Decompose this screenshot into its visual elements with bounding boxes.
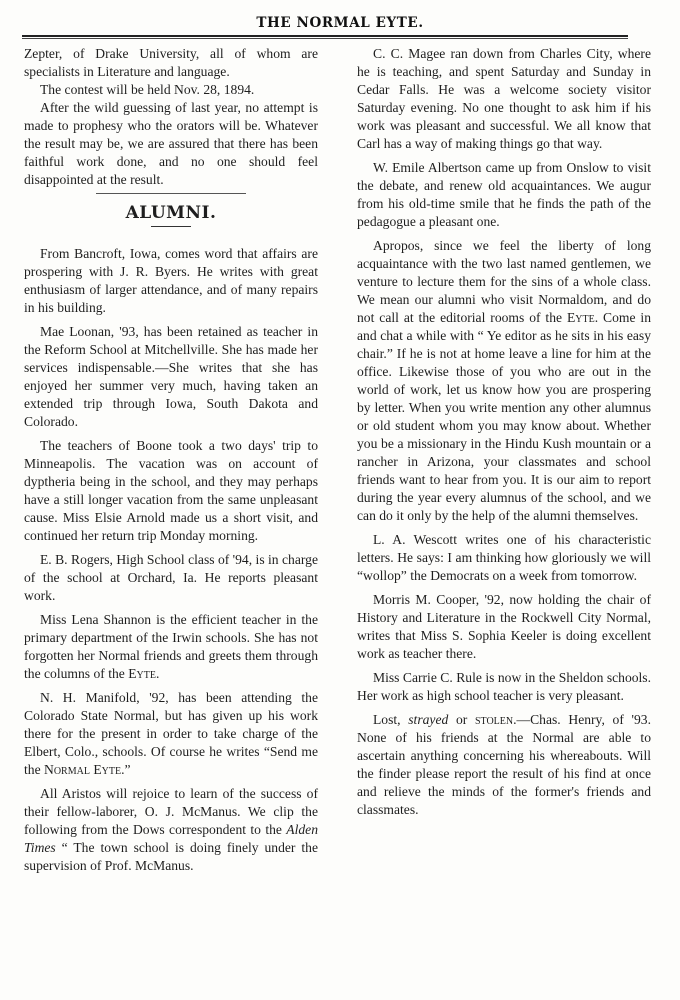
text-run: Lost, xyxy=(373,712,409,727)
paragraph: Morris M. Cooper, '92, now holding the chair of History and Literature in the Rockwell City Normal, writes that Miss S. Sophia Keeler is doing excellent work as teacher there. xyxy=(357,592,651,661)
text-run: N. H. Manifold, '92, has been attending the Colorado State Normal, but has given up his work there for the present in order to take charge of the Elbert, Colo., schools. Of course he writes “Send me the xyxy=(24,690,318,777)
paragraph: The teachers of Boone took a two days' trip to Minneapolis. The vacation was on account of dyptheria being in the school, and they may perhaps have a still longer vacation from the same unpleasant cause. Miss Elsie Arnold made us a short visit, and continued her return trip Monday morning. xyxy=(24,438,318,543)
divider xyxy=(96,193,246,194)
text-run: .” xyxy=(121,762,131,777)
left-column xyxy=(24,45,318,881)
paragraph: Miss Carrie C. Rule is now in the Sheldon schools. Her work as high school teacher is very pleasant. xyxy=(357,670,651,703)
paragraph xyxy=(24,689,318,779)
paragraph: Mae Loonan, '93, has been retained as teacher in the Reform School at Mitchellville. She has made her services indispensable.—She writes that she has enjoyed her summer very much, having taken an extended trip through Iowa, South Dakota and Colorado. xyxy=(24,324,318,429)
paragraph: After the wild guessing of last year, no attempt is made to prophesy who the orators will be. Whatever the result may be, we are assured that there has been faithful work done, and no one should feel disappointed at the result. xyxy=(24,100,318,187)
paragraph: L. A. Wescott writes one of his characteristic letters. He says: I am thinking how gloriously we will “wollop” the Democrats on a week from tomorrow. xyxy=(357,532,651,583)
paragraph xyxy=(24,785,318,875)
emphasis: strayed xyxy=(408,712,449,727)
paragraph xyxy=(357,711,651,819)
paragraph: Zepter, of Drake University, all of whom are specialists in Literature and language. xyxy=(24,46,318,79)
page-header-title: THE NORMAL EYTE. xyxy=(256,15,424,31)
publication-name: Eyte xyxy=(128,666,156,681)
paragraph xyxy=(357,237,651,525)
text-run: Miss Lena Shannon is the efficient teacher in the primary department of the Irwin schools. She has not forgotten her Normal friends and greets them through the columns of the xyxy=(24,612,318,681)
paragraph: The contest will be held Nov. 28, 1894. xyxy=(40,82,255,97)
header-rule xyxy=(22,35,628,39)
small-caps-word: stolen xyxy=(474,712,514,727)
text-run: .—Chas. Henry, of '93. None of his friends at the Normal are able to ascertain anything concerning his whereabouts. Will the finder please report the result of his find at once and relieve the minds of the former's friends and classmates. xyxy=(357,712,651,817)
paragraph xyxy=(24,611,318,683)
newspaper-name: Alden Times xyxy=(24,822,318,855)
text-run: All Aristos will rejoice to learn of the success of their fellow-laborer, O. J. McManus. We clip the following from the Dows correspondent to the xyxy=(24,786,318,837)
text-run: Apropos, since we feel the liberty of long acquaintance with the two last named gentlemen, we venture to lecture them for the sins of a whole class. We mean our alumni who visit Normaldom, and do not call at the editorial rooms of the xyxy=(357,238,651,325)
paragraph: W. Emile Albertson came up from Onslow to visit the debate, and renew old acquaintances. We augur from his old-time smile that he finds the path of the pedagogue a pleasant one. xyxy=(357,160,651,229)
text-run: . xyxy=(155,666,160,681)
paragraph: From Bancroft, Iowa, comes word that affairs are prospering with J. R. Byers. He writes with great enthusiasm of larger attendance, and of many repairs in his building. xyxy=(24,246,318,315)
section-title-alumni: ALUMNI. xyxy=(125,203,217,223)
text-run: or xyxy=(448,712,475,727)
text-run: . Come in and chat a while with “ Ye editor as he sits in his easy chair.” If he is not at home leave a line for him at the office. Likewise those of you who are out in the world of work, let us know how you are prospering by letter. When you write mention any other alumnus or old student whom you may know about. Whether you be a missionary in the Hindu Kush mountain or a rancher in Arizona, your classmates and school friends want to hear from you. It is our aim to report during the year every alumnus of the school, and we can do it only by the help of the alumni themselves. xyxy=(357,310,651,523)
publication-name: Normal Eyte xyxy=(44,762,122,777)
right-column xyxy=(357,45,651,825)
publication-name: Eyte xyxy=(566,310,595,325)
title-underline xyxy=(151,226,191,227)
paragraph: C. C. Magee ran down from Charles City, where he is teaching, and spent Saturday and Sunday in Cedar Falls. He was a welcome society visitor Saturday evening. No one thought to ask him if his work was pleasant and successful. We all know that Carl has a way of making things go that way. xyxy=(357,46,651,151)
text-run: “ The town school is doing finely under the supervision of Prof. McManus. xyxy=(24,840,318,873)
paragraph: E. B. Rogers, High School class of '94, is in charge of the school at Orchard, Ia. He reports pleasant work. xyxy=(24,552,318,603)
